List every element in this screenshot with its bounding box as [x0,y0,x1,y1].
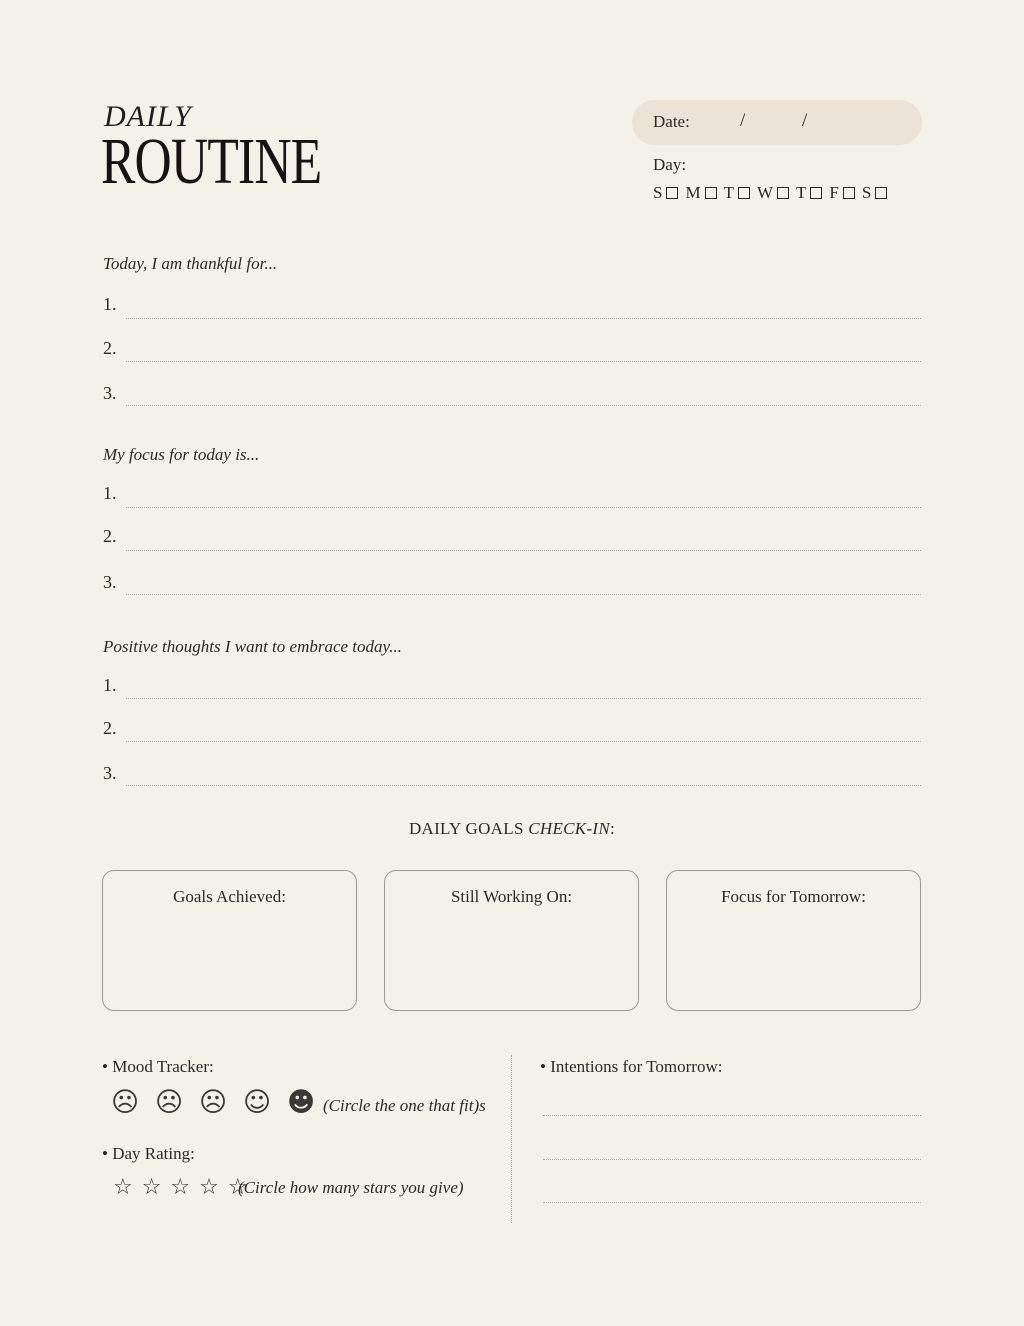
list-number: 2. [103,718,117,738]
weekday-letter: S [861,183,872,202]
box-label: Goals Achieved: [173,887,286,906]
checkin-title [0,819,1024,839]
mood-note: (Circle the one that fit)s [323,1096,486,1115]
checkbox[interactable] [843,187,855,199]
intentions-label: • Intentions for Tomorrow: [540,1057,723,1076]
checkbox[interactable] [738,187,750,199]
list-number: 1. [103,675,117,695]
prompt-positive-thoughts: Positive thoughts I want to embrace today... [103,637,402,656]
frown-face-icon[interactable]: ☹ [199,1087,228,1118]
weekday-option[interactable] [724,183,755,203]
checkbox[interactable] [875,187,887,199]
list-number: 2. [103,526,117,546]
weekday-letter: T [723,183,734,202]
checkbox[interactable] [777,187,789,199]
weekday-letter: S [653,183,663,202]
checkin-title-plain: DAILY GOALS [408,819,529,838]
weekday-option[interactable] [862,183,892,203]
writing-line[interactable] [126,698,921,699]
checkin-title-italic: CHECK-IN [528,819,611,838]
day-label: Day: [653,155,687,174]
goals-achieved-box[interactable] [102,870,357,1011]
writing-line[interactable] [126,741,921,742]
smile-face-icon[interactable]: ☺ [243,1087,272,1118]
still-working-on-box[interactable] [384,870,639,1011]
weekday-letter: M [685,183,701,202]
title-routine: ROUTINE [101,125,322,198]
weekday-letter: W [756,183,774,202]
laughing-face-icon[interactable]: ☻ [287,1087,316,1118]
star-rating[interactable]: ☆ ☆ ☆ ☆ ☆ [113,1175,249,1200]
prompt-focus: My focus for today is... [103,445,260,464]
weekday-letter: T [796,183,807,202]
writing-line[interactable] [126,507,921,508]
date-separator: / [740,110,746,131]
weekday-option[interactable] [653,183,683,203]
vertical-divider [511,1055,512,1223]
list-number: 1. [103,294,117,314]
day-rating-label: • Day Rating: [102,1144,195,1163]
checkbox[interactable] [705,187,717,199]
writing-line[interactable] [126,785,921,786]
writing-line[interactable] [126,318,921,319]
rating-note: (Circle how many stars you give) [238,1178,464,1197]
writing-line[interactable] [126,405,921,406]
weekday-option[interactable] [829,183,859,203]
weekday-option[interactable] [685,183,721,203]
sad-face-icon[interactable]: ☹ [155,1087,184,1118]
list-number: 1. [103,483,117,503]
title-daily: DAILY [104,100,192,133]
checkbox[interactable] [666,187,678,199]
mood-tracker-label: • Mood Tracker: [102,1057,214,1076]
writing-line[interactable] [126,361,921,362]
date-separator: / [802,110,808,131]
box-label: Focus for Tomorrow: [721,887,866,906]
writing-line[interactable] [543,1115,921,1116]
weekday-letter: F [829,183,839,202]
weekday-option[interactable] [796,183,827,203]
weekday-option[interactable] [757,183,794,203]
list-number: 2. [103,338,117,358]
writing-line[interactable] [126,550,921,551]
list-number: 3. [103,383,117,403]
writing-line[interactable] [126,594,921,595]
box-label: Still Working On: [450,887,573,906]
checkin-title-colon: : [610,819,616,838]
very-sad-face-icon[interactable]: ☹ [111,1087,140,1118]
writing-line[interactable] [543,1159,921,1160]
list-number: 3. [103,763,117,783]
focus-for-tomorrow-box[interactable] [666,870,921,1011]
writing-line[interactable] [543,1202,921,1203]
date-label: Date: [653,112,690,131]
weekday-checkboxes [653,183,894,203]
checkbox[interactable] [810,187,822,199]
prompt-thankful: Today, I am thankful for... [103,254,278,273]
list-number: 3. [103,572,117,592]
